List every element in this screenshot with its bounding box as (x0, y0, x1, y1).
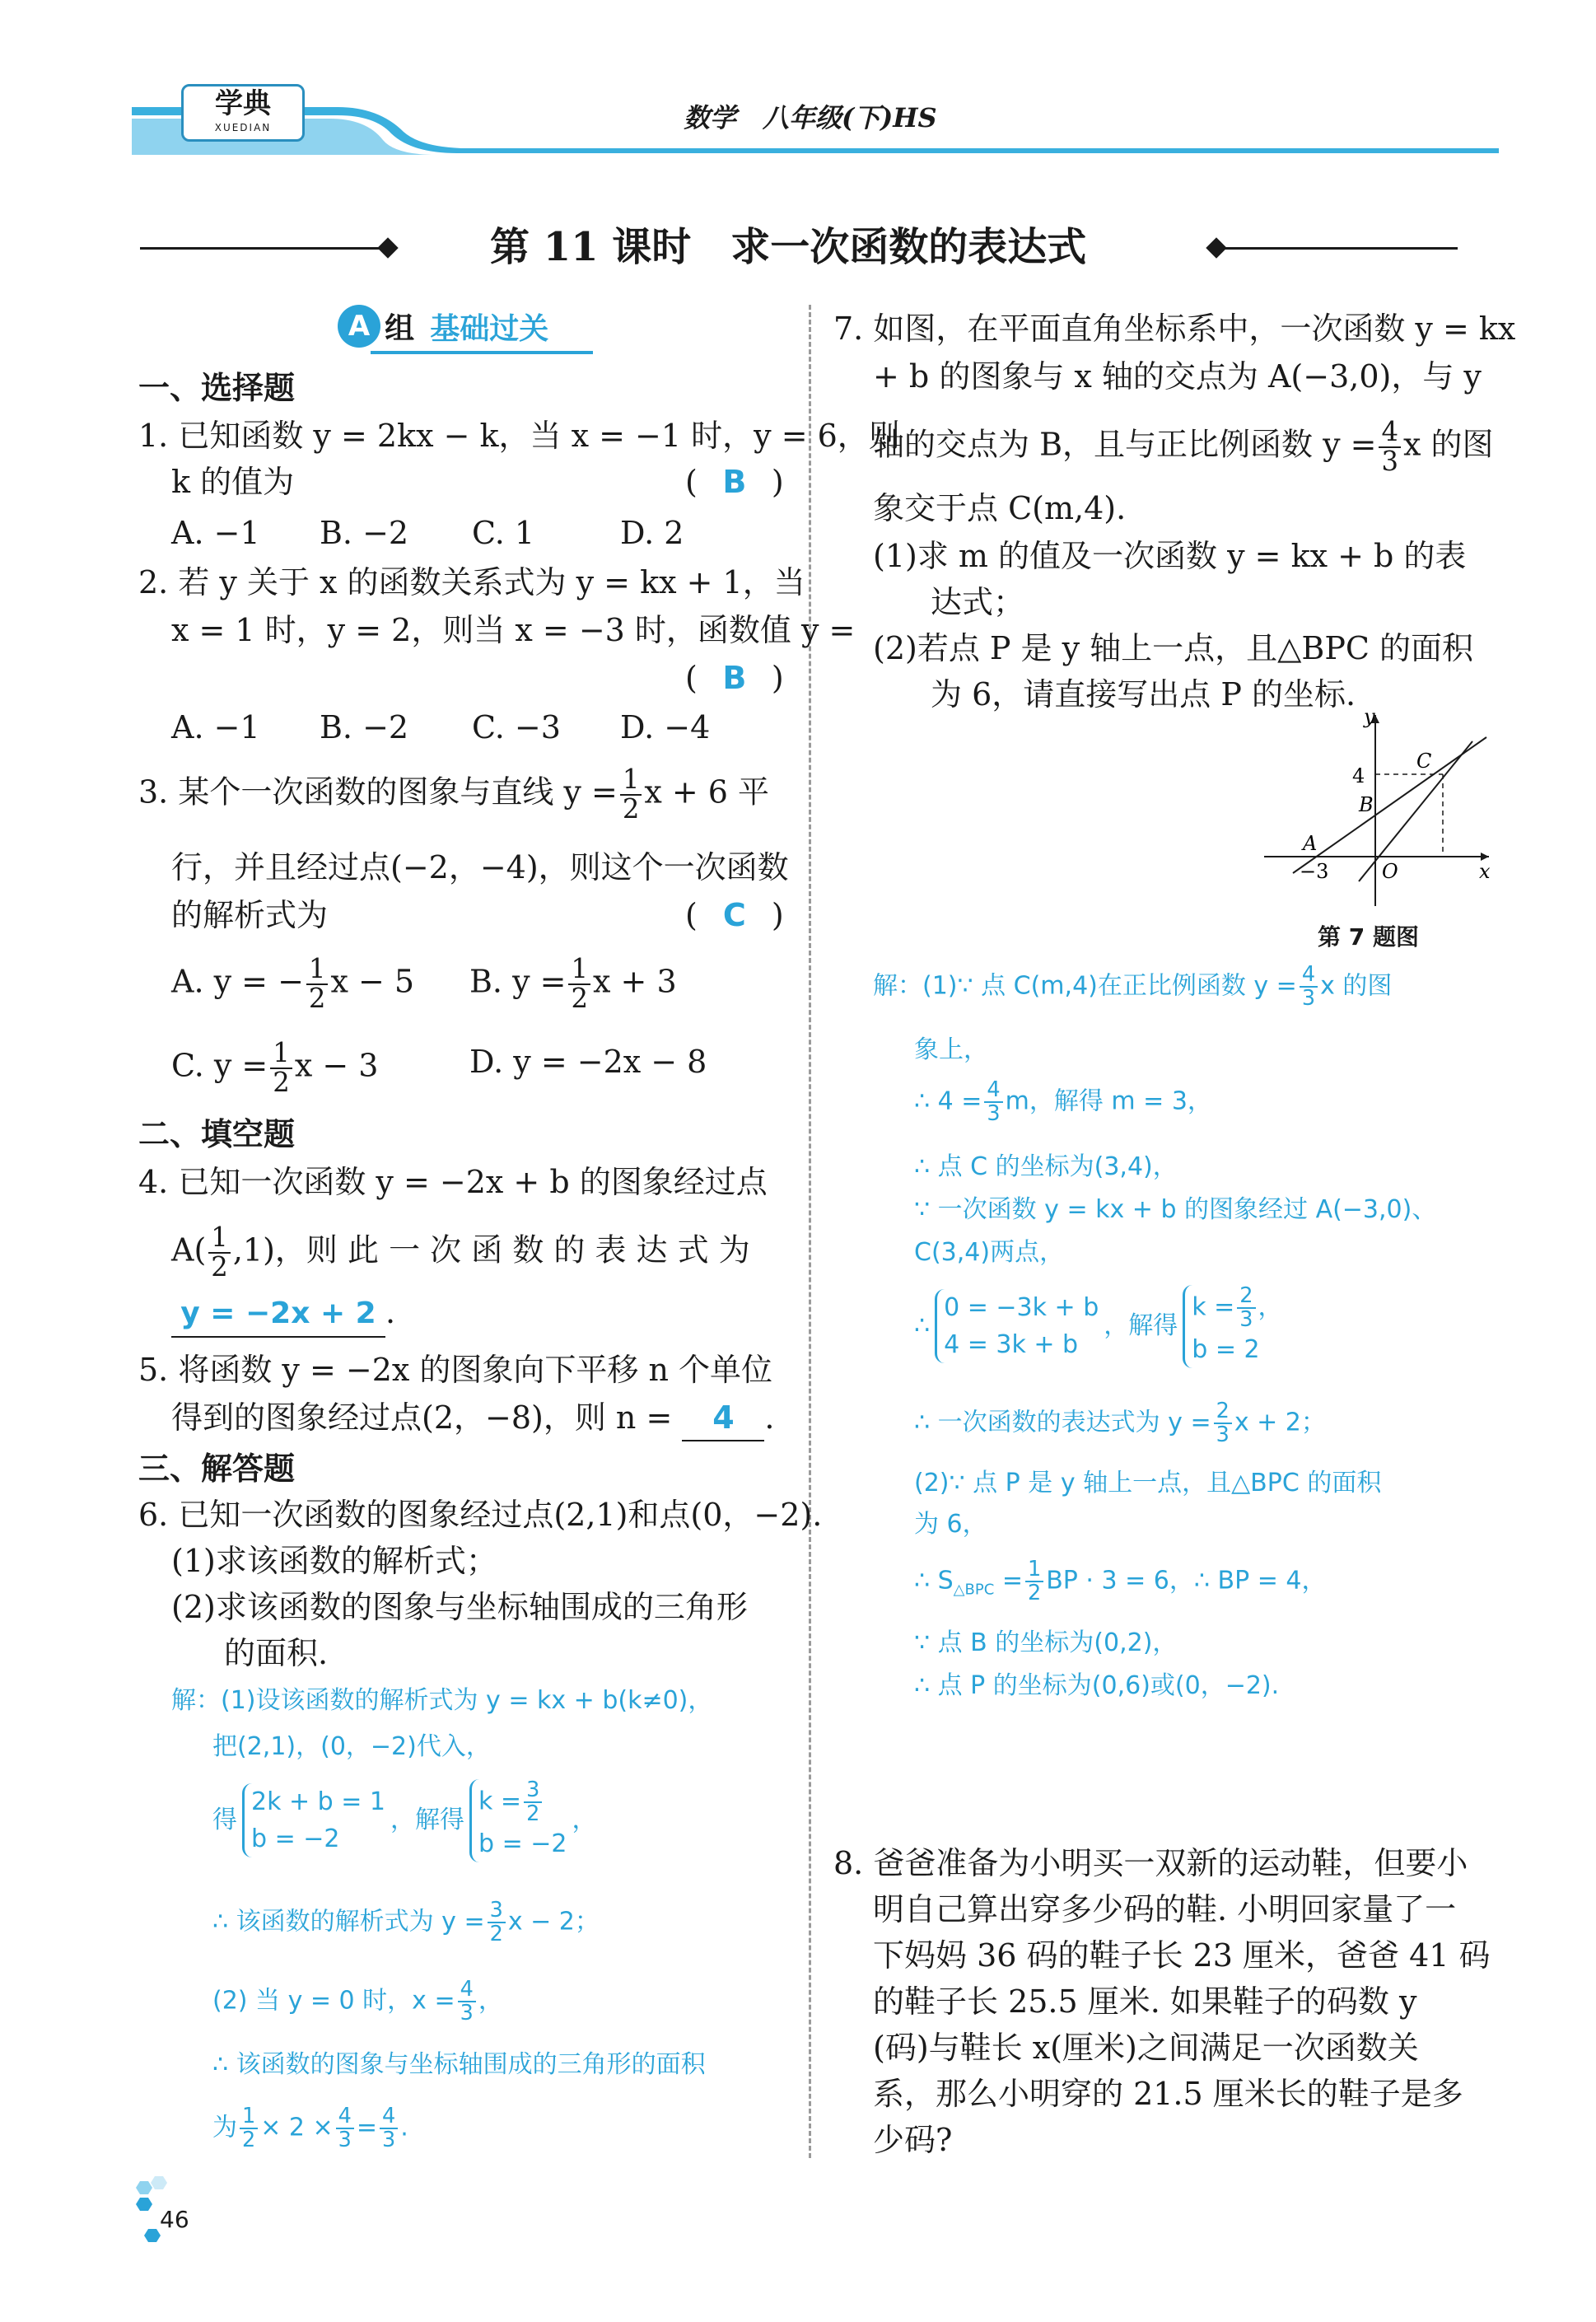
q3-answer-paren: ( C ) (685, 893, 784, 937)
fig-neg3-label: −3 (1300, 860, 1329, 883)
q6-sol-l7: 为 $\frac{1}{2}$ × 2 × $\frac{4}{3}$ = $\frac{4}{3}$ . (212, 2104, 408, 2152)
q1-option-b: B. −2 (320, 515, 409, 551)
q7-figure-caption: 第 7 题图 (1318, 923, 1419, 951)
q3-line3: 的解析式为 (171, 897, 329, 933)
q7-sol-l13: ∴ 点 P 的坐标为(0,6)或(0，−2). (914, 1671, 1280, 1700)
q3-option-b: B. y = $\frac{1}{2}$ x + 3 (469, 953, 677, 1014)
logo (181, 84, 305, 142)
q8-line: (码)与鞋长 x(厘米)之间满足一次函数关 (873, 2030, 1419, 2066)
q6-sol-l2: 把(2,1)，(0，−2)代入， (212, 1732, 491, 1761)
q1-answer: B (722, 464, 747, 500)
q4-line2: A( $\frac{1}{2}$ ,1)，则 此 一 次 函 数 的 表 达 式 为 (171, 1222, 750, 1282)
q7-sub2b: 为 6，请直接写出点 P 的坐标. (931, 676, 1356, 712)
q8-line: 8. 爸爸准备为小明买一双新的运动鞋，但要小 (833, 1845, 1468, 1881)
group-underline (371, 351, 593, 354)
q6-sol-l4: ∴ 该函数的解析式为 y = $\frac{3}{2}$ x − 2； (212, 1898, 600, 1946)
q3-option-d: D. y = −2x − 8 (469, 1044, 707, 1080)
q2-option-d: D. −4 (620, 709, 711, 745)
q7-sol-l1: 解：(1)∵ 点 C(m,4)在正比例函数 y = $\frac{4}{3}$ x 的图 (873, 962, 1393, 1011)
q1-option-a: A. −1 (171, 515, 260, 551)
q4-line1: 4. 已知一次函数 y = −2x + b 的图象经过点 (138, 1164, 768, 1200)
section-choice: 一、选择题 (138, 370, 296, 406)
q3-fraction: $\frac{1}{2}$ (620, 766, 642, 824)
q6-sub1: (1)求该函数的解析式； (171, 1543, 497, 1579)
q4-answer: y = −2x + 2 (171, 1292, 385, 1338)
q2-options (171, 705, 781, 750)
q2-option-b: B. −2 (320, 709, 409, 745)
title-rule-right (1219, 247, 1458, 250)
fig-origin-label: O (1382, 860, 1398, 883)
q7-sol-l6: C(3,4)两点， (914, 1238, 1065, 1267)
page-number: 46 (160, 2206, 189, 2233)
q4-answer-blank: y = −2x + 2 . (171, 1290, 395, 1338)
column-divider (809, 305, 811, 2158)
fig-b-label: B (1359, 793, 1374, 816)
q7-sol-l7: ∴ 0 = −3k + b 4 = 3k + b ，解得 k = $\frac{2}{3}$ ， b = 2 (914, 1285, 1288, 1368)
fig-a-label: A (1303, 832, 1318, 855)
group-word: 组 (385, 311, 415, 346)
q6-sol-l6: ∴ 该函数的图象与坐标轴围成的三角形的面积 (212, 2050, 706, 2079)
q8-line: 明自己算出穿多少码的鞋. 小明回家量了一 (873, 1891, 1457, 1927)
q7-line2: + b 的图象与 x 轴的交点为 A(−3,0)，与 y (873, 358, 1482, 395)
fig-four-label: 4 (1352, 764, 1365, 787)
q8-block (833, 1840, 1491, 2163)
q7-line3: 轴的交点为 B，且与正比例函数 y = $\frac{4}{3}$ x 的图 (873, 416, 1494, 477)
q5-answer: 4 (682, 1395, 764, 1441)
q3-option-a: A. y = − $\frac{1}{2}$ x − 5 (171, 953, 415, 1014)
q6-sub2b: 的面积. (224, 1635, 329, 1671)
title-rule-left (140, 247, 387, 250)
q3-line1: 3. 某个一次函数的图象与直线 y = $\frac{1}{2}$ x + 6 平 (138, 764, 770, 825)
fig-c-label: C (1416, 750, 1432, 773)
q7-sol-l12: ∵ 点 B 的坐标为(0,2)， (914, 1628, 1178, 1657)
q8-line: 系，那么小明穿的 21.5 厘米长的鞋子是多 (873, 2076, 1463, 2112)
q3-option-c: C. y = $\frac{1}{2}$ x − 3 (171, 1037, 379, 1098)
group-letter-badge: A (338, 305, 380, 348)
logo-sub: XUEDIAN (214, 122, 272, 133)
q2-line1: 2. 若 y 关于 x 的函数关系式为 y = kx + 1，当 (138, 564, 805, 600)
q3-line2: 行，并且经过点(−2，−4)，则这个一次函数 (171, 849, 789, 885)
section-solve: 三、解答题 (138, 1451, 296, 1487)
q7-sub2a: (2)若点 P 是 y 轴上一点，且△BPC 的面积 (873, 630, 1474, 666)
title-diamond-left (377, 237, 398, 258)
q8-line: 少码? (873, 2122, 953, 2158)
logo-text: 学典 (215, 87, 271, 120)
q7-sol-l10: 为 6， (914, 1510, 987, 1539)
q1-line1: 1. 已知函数 y = 2kx − k，当 x = −1 时，y = 6，则 (138, 418, 900, 454)
q7-sol-l2: 象上， (914, 1035, 988, 1064)
header-subject: 数学 八年级(下)HS (684, 102, 937, 133)
fig-x-label: x (1479, 860, 1491, 883)
q7-sol-l9: (2)∵ 点 P 是 y 轴上一点，且△BPC 的面积 (914, 1469, 1382, 1497)
q1-option-d: D. 2 (620, 515, 684, 551)
q1-option-c: C. 1 (472, 515, 535, 551)
q6-sol-l3: 得 2k + b = 1 b = −2 ，解得 k = $\frac{3}{2}$ b = −2 ， (212, 1779, 597, 1862)
q6-line1: 6. 已知一次函数的图象经过点(2,1)和点(0，−2). (138, 1497, 823, 1533)
q2-answer-paren: ( B ) (685, 656, 784, 700)
q2-line2: x = 1 时，y = 2，则当 x = −3 时，函数值 y = (171, 612, 856, 648)
page-header (132, 82, 1499, 157)
q7-sol-l8: ∴ 一次函数的表达式为 y = $\frac{2}{3}$ x + 2； (914, 1399, 1326, 1447)
q6-sol-l5: (2) 当 y = 0 时，x = $\frac{4}{3}$ ， (212, 1977, 503, 2025)
q5-line2: 得到的图象经过点(2，−8)，则 n = 4 . (171, 1395, 775, 1441)
q5-line1: 5. 将函数 y = −2x 的图象向下平移 n 个单位 (138, 1352, 773, 1388)
q7-figure (1252, 708, 1499, 914)
q2-answer: B (722, 660, 747, 696)
section-fill: 二、填空题 (138, 1116, 296, 1152)
q7-sub1b: 达式； (931, 584, 1025, 620)
q8-line: 下妈妈 36 码的鞋子长 23 厘米，爸爸 41 码 (873, 1937, 1491, 1974)
q7-sol-l4: ∴ 点 C 的坐标为(3,4)， (914, 1152, 1178, 1181)
q1-line2: k 的值为 (171, 464, 295, 500)
q7-line1: 7. 如图，在平面直角坐标系中，一次函数 y = kx (833, 311, 1516, 347)
q7-sub1a: (1)求 m 的值及一次函数 y = kx + b 的表 (873, 538, 1467, 574)
q7-sol-l11: ∴ $S_{\triangle BPC}$ = $\frac{1}{2}$ BP · 3 = 6，∴ BP = 4， (914, 1557, 1327, 1605)
q6-solution: 解：(1)设该函数的解析式为 y = kx + b(k≠0)， (171, 1686, 713, 1715)
page-title: 第 11 课时 求一次函数的表达式 (490, 224, 1087, 270)
q3-answer: C (722, 897, 746, 933)
fig-y-label: y (1364, 708, 1375, 728)
group-tag (338, 305, 548, 356)
q6-sub2a: (2)求该函数的图象与坐标轴围成的三角形 (171, 1589, 748, 1625)
group-name: 基础过关 (430, 311, 549, 346)
q8-line: 的鞋子长 25.5 厘米. 如果鞋子的码数 y (873, 1983, 1417, 2020)
q7-sol-l5: ∵ 一次函数 y = kx + b 的图象经过 A(−3,0)、 (914, 1195, 1437, 1224)
q1-answer-paren: ( B ) (685, 460, 784, 504)
q2-option-c: C. −3 (472, 709, 561, 745)
q2-option-a: A. −1 (171, 709, 260, 745)
q7-sol-l3: ∴ 4 = $\frac{4}{3}$ m，解得 m = 3， (914, 1077, 1212, 1126)
q1-options (171, 511, 781, 555)
q7-line4: 象交于点 C(m,4). (873, 490, 1127, 526)
